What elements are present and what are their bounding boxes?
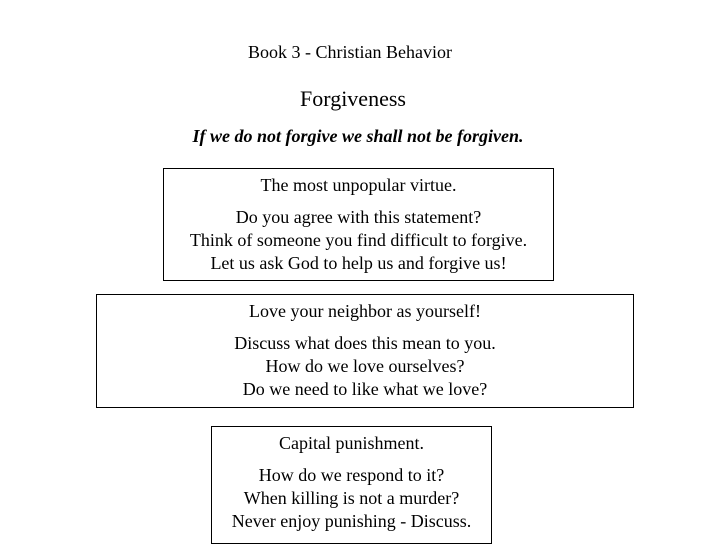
box-line: Do we need to like what we love? xyxy=(242,379,488,399)
box-line: Think of someone you find difficult to forgive. xyxy=(189,230,528,250)
discussion-box-unpopular-virtue xyxy=(163,168,554,281)
box-line: How do we respond to it? xyxy=(258,465,445,485)
box-heading: Capital punishment. xyxy=(279,433,424,453)
box-line: Never enjoy punishing - Discuss. xyxy=(231,511,472,531)
discussion-box-capital-punishment xyxy=(211,426,492,544)
box-heading: Love your neighbor as yourself! xyxy=(249,301,481,321)
box-line: When killing is not a murder? xyxy=(243,488,460,508)
discussion-box-love-neighbor xyxy=(96,294,634,408)
box-line: Discuss what does this mean to you. xyxy=(234,333,496,353)
box-line: Let us ask God to help us and forgive us! xyxy=(210,253,507,273)
book-title: Book 3 - Christian Behavior xyxy=(248,42,452,62)
box-line: How do we love ourselves? xyxy=(265,356,465,376)
box-line: Do you agree with this statement? xyxy=(235,207,482,227)
page-heading: Forgiveness xyxy=(300,86,406,111)
box-heading: The most unpopular virtue. xyxy=(260,175,457,195)
key-quote: If we do not forgive we shall not be forgiven. xyxy=(192,126,524,146)
